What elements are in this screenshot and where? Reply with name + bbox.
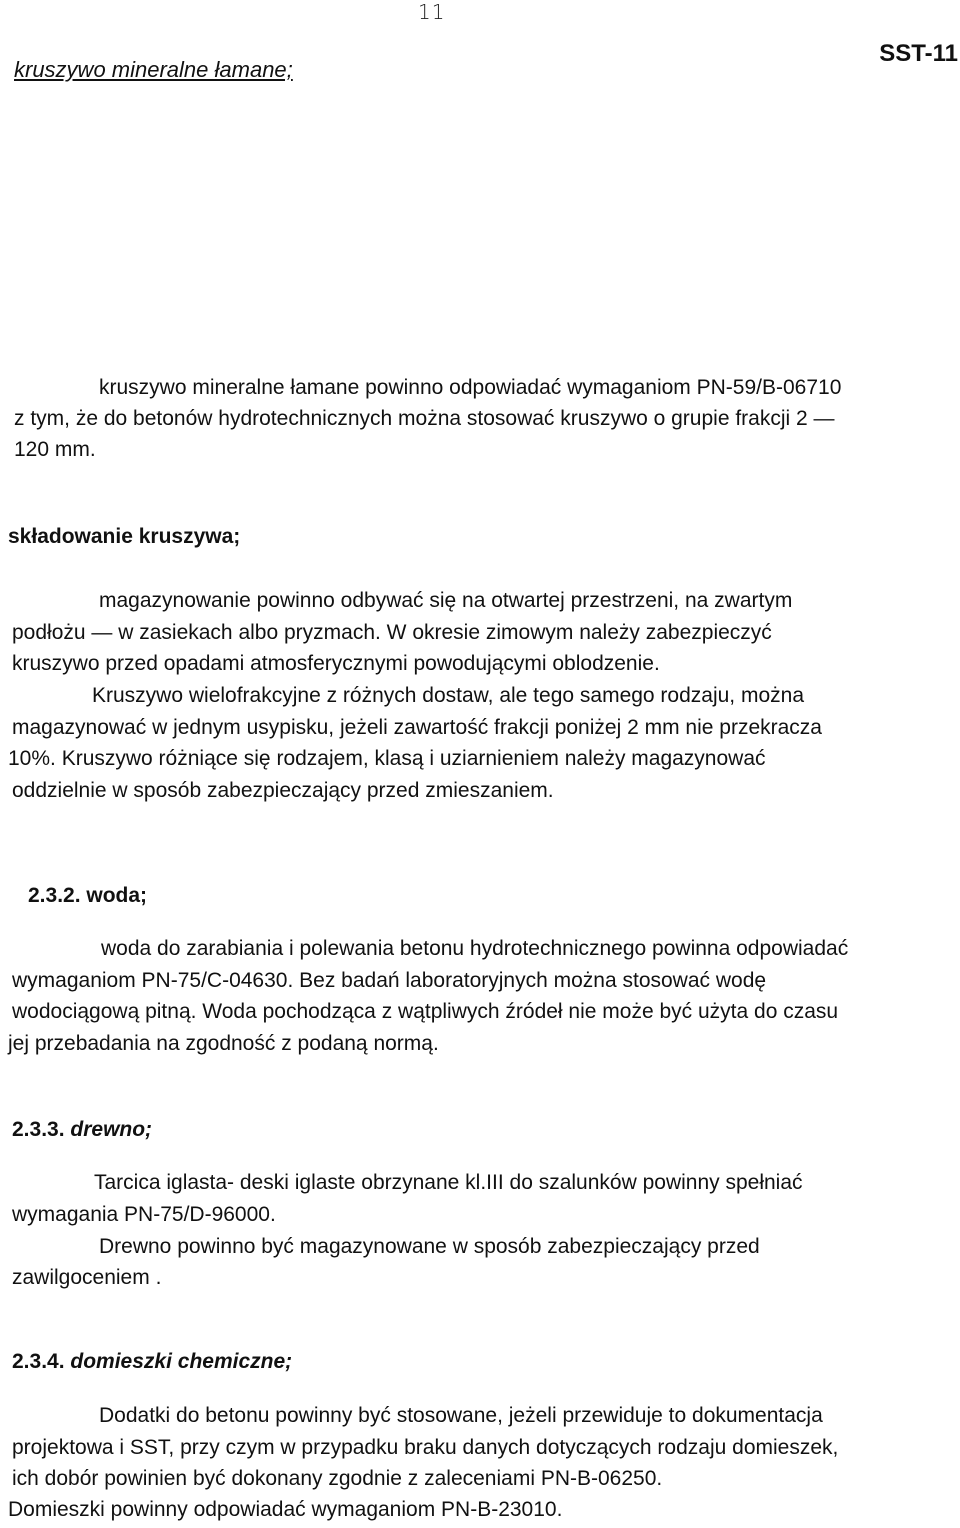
page-number: 11 (418, 0, 446, 24)
paragraph-line: wodociągową pitną. Woda pochodząca z wątpliwych źródeł nie może być użyta do czasu (12, 1000, 839, 1023)
paragraph-line: Tarcica iglasta- deski iglaste obrzynane kl.III do szalunków powinny spełniać (94, 1171, 803, 1194)
paragraph-line: jej przebadania na zgodność z podaną normą. (8, 1032, 439, 1055)
section-number: 2.3.3. (12, 1118, 65, 1141)
paragraph-line: kruszywo mineralne łamane powinno odpowiadać wymaganiom PN-59/B-06710 (99, 376, 842, 399)
paragraph-line: Kruszywo wielofrakcyjne z różnych dostaw, ale tego samego rodzaju, można (92, 684, 805, 707)
paragraph-line: Dodatki do betonu powinny być stosowane, jeżeli przewiduje to dokumentacja (99, 1404, 823, 1427)
section-title: domieszki chemiczne; (70, 1350, 293, 1373)
paragraph-line: zawilgoceniem . (12, 1266, 162, 1289)
paragraph-line: podłożu — w zasiekach albo pryzmach. W okresie zimowym należy zabezpieczyć (12, 621, 772, 644)
document-code: SST-11 (879, 40, 958, 67)
paragraph-line: oddzielnie w sposób zabezpieczający przed zmieszaniem. (12, 779, 554, 802)
paragraph-line: magazynowanie powinno odbywać się na otwartej przestrzeni, na zwartym (99, 589, 793, 612)
section-number: 2.3.2. (28, 884, 81, 907)
paragraph-line: 10%. Kruszywo różniące się rodzajem, klasą i uziarnieniem należy magazynować (8, 747, 766, 770)
paragraph-line: magazynować w jednym usypisku, jeżeli zawartość frakcji poniżej 2 mm nie przekracza (12, 716, 822, 739)
paragraph-line: Drewno powinno być magazynowane w sposób zabezpieczający przed (99, 1235, 760, 1258)
section-heading-skladowanie: składowanie kruszywa; (8, 525, 241, 548)
paragraph-line: wymaganiom PN-75/C-04630. Bez badań laboratoryjnych można stosować wodę (12, 969, 767, 992)
section-title: drewno; (70, 1118, 153, 1141)
paragraph-line: projektowa i SST, przy czym w przypadku braku danych dotyczących rodzaju domieszek, (12, 1436, 839, 1459)
section-number: 2.3.4. (12, 1350, 65, 1373)
paragraph-line: woda do zarabiania i polewania betonu hydrotechnicznego powinna odpowiadać (101, 937, 849, 960)
paragraph-line: ich dobór powinien być dokonany zgodnie z zaleceniami PN-B-06250. (12, 1467, 663, 1490)
section-heading-kruszywo: kruszywo mineralne łamane; (14, 57, 293, 82)
section-heading-drewno (12, 1117, 152, 1143)
paragraph-line: wymagania PN-75/D-96000. (12, 1203, 276, 1226)
section-heading-woda (28, 883, 147, 909)
paragraph-line: 120 mm. (14, 438, 96, 461)
paragraph-line: Domieszki powinny odpowiadać wymaganiom PN-B-23010. (8, 1498, 563, 1521)
paragraph-line: z tym, że do betonów hydrotechnicznych można stosować kruszywo o grupie frakcji 2 — (14, 407, 835, 430)
section-heading-domieszki (12, 1349, 292, 1375)
section-title: woda; (86, 884, 148, 907)
paragraph-line: kruszywo przed opadami atmosferycznymi powodującymi oblodzenie. (12, 652, 660, 675)
